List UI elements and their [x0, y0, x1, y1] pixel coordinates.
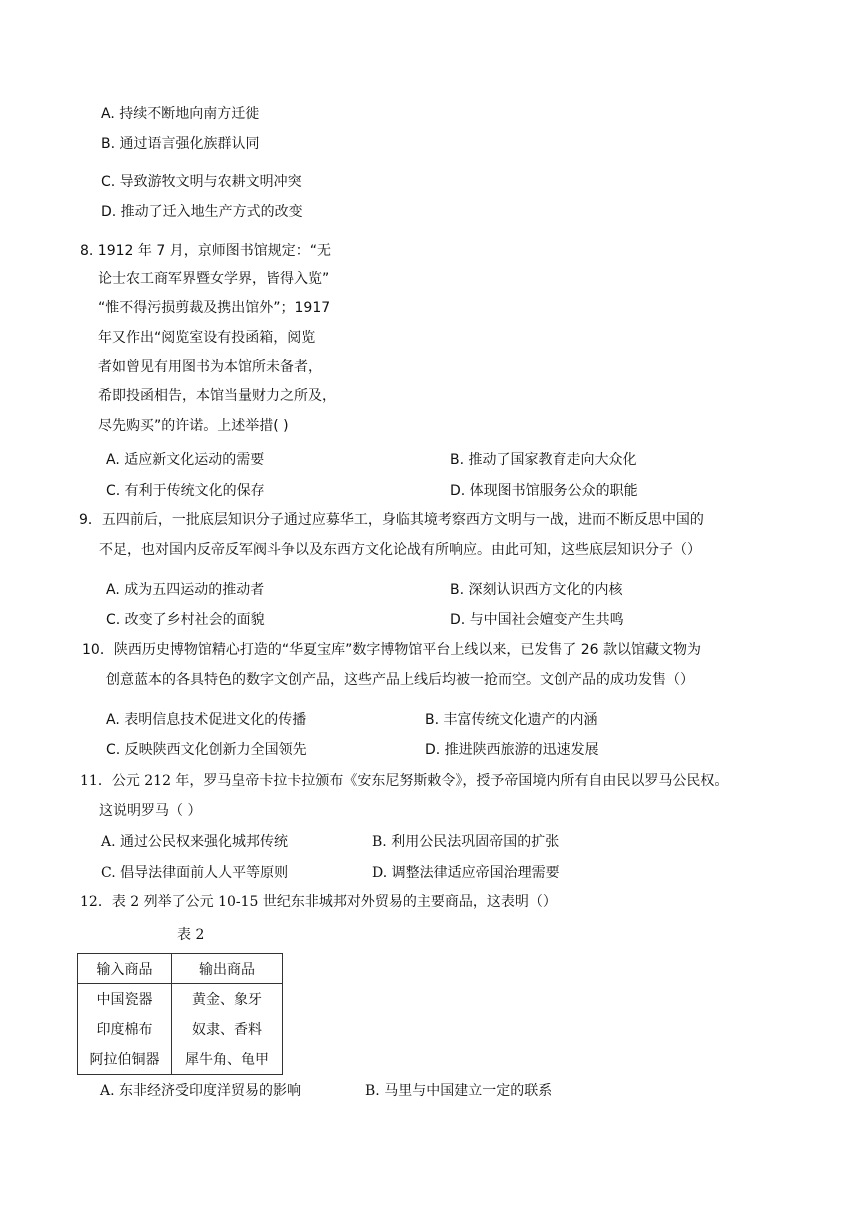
q8-stem-line-1: 8. 1912 年 7 月，京师图书馆规定：“无: [80, 243, 331, 259]
q8-stem-line-3: “惟不得污损剪裁及携出馆外”；1917: [98, 300, 331, 316]
q10-stem-line-1: 10．陕西历史博物馆精心打造的“华夏宝库”数字博物馆平台上线以来，已发售了 26 款以馆藏文物为: [82, 642, 702, 658]
table-row: [78, 1014, 283, 1044]
q10-option-d: D. 推进陕西旅游的迅速发展: [425, 742, 599, 758]
q11-option-b: B. 利用公民法巩固帝国的扩张: [372, 834, 560, 850]
q9-option-c: C. 改变了乡村社会的面貌: [106, 612, 265, 628]
q9-stem-line-2: 不足，也对国内反帝反军阀斗争以及东西方文化论战有所响应。由此可知，这些底层知识分子（）: [99, 542, 701, 558]
q8-option-c: C. 有利于传统文化的保存: [106, 483, 265, 499]
q8-stem-line-2: 论士农工商军界暨女学界，皆得入览”: [98, 271, 330, 287]
q11-stem-line-2: 这说明罗马（ ）: [99, 803, 202, 819]
q12-stem: 12．表 2 列举了公元 10-15 世纪东非城邦对外贸易的主要商品，这表明（）: [80, 894, 557, 910]
q8-stem-line-5: 者如曾见有用图书为本馆所未备者，: [98, 359, 322, 375]
q11-option-c: C. 倡导法律面前人人平等原则: [101, 865, 289, 881]
q9-stem-line-1: 9．五四前后，一批底层知识分子通过应募华工，身临其境考察西方文明与一战，进而不断反思中国的: [79, 512, 704, 528]
q10-option-c: C. 反映陕西文化创新力全国领先: [106, 742, 307, 758]
table-row: [78, 984, 283, 1015]
q12-option-a: A. 东非经济受印度洋贸易的影响: [100, 1083, 302, 1099]
q9-option-d: D. 与中国社会嬗变产生共鸣: [450, 612, 624, 628]
table-cell: 犀牛角、龟甲: [172, 1044, 283, 1075]
q7-option-c: C. 导致游牧文明与农耕文明冲突: [101, 174, 302, 190]
q7-option-a: A. 持续不断地向南方迁徙: [101, 106, 260, 122]
table-cell: 印度棉布: [78, 1014, 172, 1044]
q7-option-b: B. 通过语言强化族群认同: [101, 136, 260, 152]
table-cell: 奴隶、香料: [172, 1014, 283, 1044]
q7-option-d: D. 推动了迁入地生产方式的改变: [101, 204, 303, 220]
q8-stem-line-4: 年又作出“阅览室设有投函箱，阅览: [98, 330, 316, 346]
q11-option-a: A. 通过公民权来强化城邦传统: [101, 834, 289, 850]
table-row: [78, 1044, 283, 1075]
q8-stem-line-7: 尽先购买”的许诺。上述举措( ): [98, 418, 289, 434]
q10-option-b: B. 丰富传统文化遗产的内涵: [425, 712, 598, 728]
q11-stem-line-1: 11．公元 212 年，罗马皇帝卡拉卡拉颁布《安东尼努斯敕令》，授予帝国境内所有自由民以罗马公民权。: [80, 773, 729, 789]
table-cell: 阿拉伯铜器: [78, 1044, 172, 1075]
table-header-imports: 输入商品: [78, 954, 172, 984]
table-cell: 中国瓷器: [78, 984, 172, 1015]
q8-stem-line-6: 希即投函相告，本馆当量财力之所及，: [98, 388, 336, 404]
table-caption: 表 2: [177, 927, 205, 943]
table-header-exports: 输出商品: [172, 954, 283, 984]
q12-option-b: B. 马里与中国建立一定的联系: [365, 1083, 553, 1099]
q10-stem-line-2: 创意蓝本的各具特色的数字文创产品，这些产品上线后均被一抢而空。文创产品的成功发售（）: [106, 672, 694, 688]
q11-option-d: D. 调整法律适应帝国治理需要: [372, 865, 560, 881]
q9-option-b: B. 深刻认识西方文化的内核: [450, 582, 623, 598]
q8-option-d: D. 体现图书馆服务公众的职能: [450, 483, 638, 499]
trade-goods-table: [77, 953, 283, 1075]
q10-option-a: A. 表明信息技术促进文化的传播: [106, 712, 307, 728]
q9-option-a: A. 成为五四运动的推动者: [106, 582, 265, 598]
q8-option-b: B. 推动了国家教育走向大众化: [450, 452, 637, 468]
table-cell: 黄金、象牙: [172, 984, 283, 1015]
q8-option-a: A. 适应新文化运动的需要: [106, 452, 265, 468]
